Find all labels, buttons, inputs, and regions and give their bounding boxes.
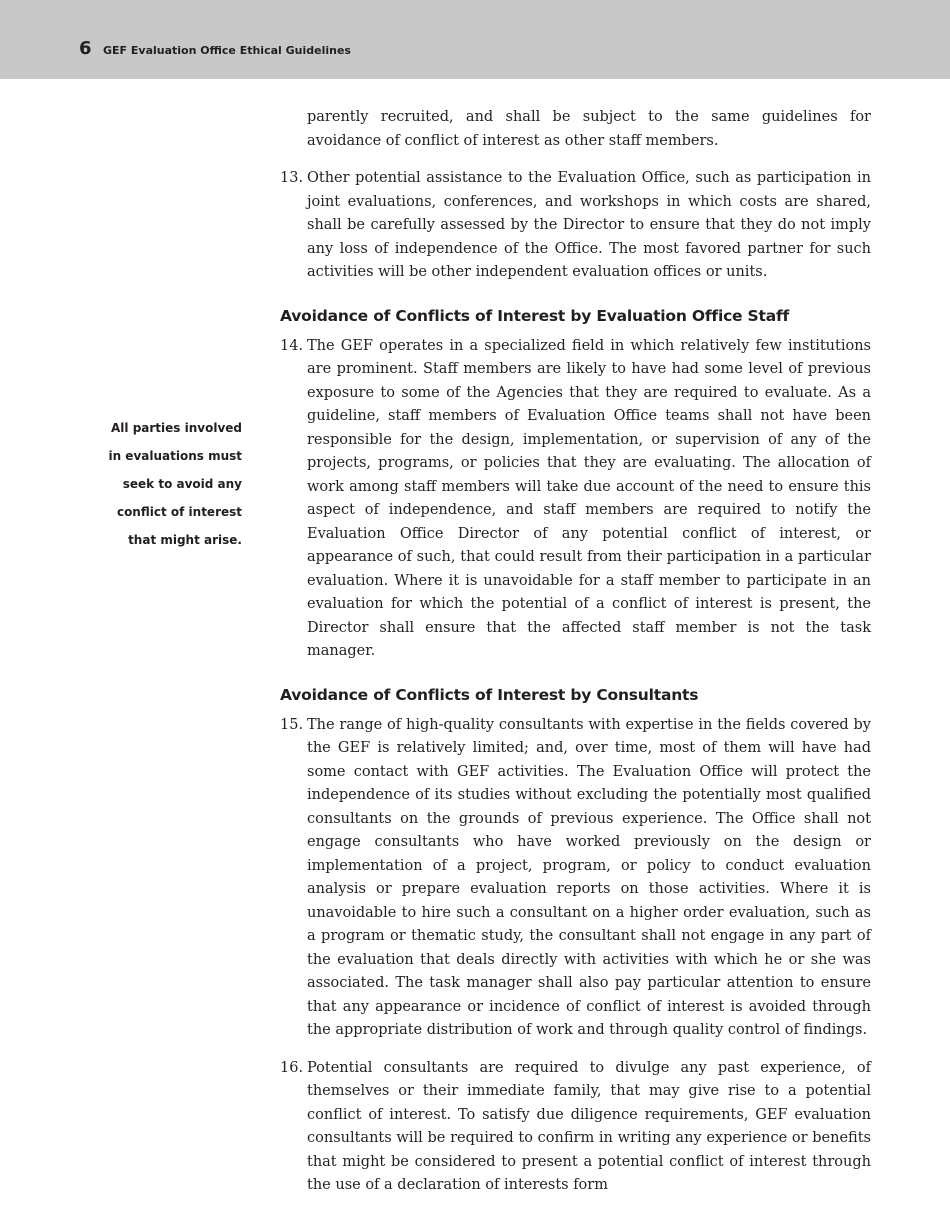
margin-callout — [90, 414, 242, 554]
paragraph-14 — [280, 335, 871, 664]
paragraph-13 — [280, 167, 871, 285]
page-number: 6 — [79, 38, 92, 59]
continued-paragraph: parently recruited, and shall be subject to the same guidelines for avoidance of conflict of interest as other staff members. — [307, 109, 871, 149]
paragraph-number: 15. — [280, 716, 304, 733]
page-header — [0, 0, 950, 79]
callout-line: in evaluations must — [108, 449, 242, 463]
paragraph-number: 14. — [280, 337, 304, 354]
paragraph-text: Other potential assistance to the Evaluation Office, such as participation in joint evaluations, conferences, and workshops in which costs are shared, shall be carefully assessed by the Director to ensure that they do not imply any loss of independence of the Office. The most favored partner for such activities will be other independent evaluation offices or units. — [307, 170, 871, 280]
running-title: GEF Evaluation Office Ethical Guidelines — [103, 44, 351, 57]
paragraph-number: 16. — [280, 1059, 304, 1076]
paragraph-text: The GEF operates in a specialized field in which relatively few institutions are prominent. Staff members are likely to have had some level of previous exposure to some of the Agencies that they are required to evaluate. As a guideline, staff members of Evaluation Office teams shall not have been responsible for the design, implementation, or supervision of any of the projects, programs, or policies that they are evaluating. The allocation of work among staff members will take due account of the need to ensure this aspect of independence, and staff members are required to notify the Evaluation Office Director of any potential conflict of interest, or appearance of such, that could result from their participation in a particular evaluation. Where it is unavoidable for a staff member to participate in an evaluation for which the potential of a conflict of interest is present, the Director shall ensure that the affected staff member is not the task manager. — [307, 337, 871, 659]
callout-line: conflict of interest — [116, 505, 242, 519]
paragraph-number: 13. — [280, 170, 304, 186]
section-heading-consultants: Avoidance of Conflicts of Interest by Consultants — [280, 685, 699, 704]
paragraph-text: Potential consultants are required to divulge any past experience, of themselves or their immediate family, that may give rise to a potential conflict of interest. To satisfy due diligence requirements, GEF evaluation consultants will be required to confirm in writing any experience or benefits that might be considered to present a potential conflict of interest through the use of a declaration of interests form — [307, 1059, 871, 1193]
section-heading-staff: Avoidance of Conflicts of Interest by Evaluation Office Staff — [280, 306, 790, 325]
callout-line: All parties involved — [111, 421, 242, 435]
callout-line: that might arise. — [128, 533, 242, 547]
paragraph-text: The range of high-quality consultants with expertise in the fields covered by the GEF is relatively limited; and, over time, most of them will have had some contact with GEF activities. The Evaluation Office will protect the independence of its studies without excluding the potentially most qualified consultants on the grounds of previous experience. The Office shall not engage consultants who have worked previously on the design or implementation of a project, program, or policy to conduct evaluation analysis or prepare evaluation reports on those activities. Where it is unavoidable to hire such a consultant on a higher order evaluation, such as a program or thematic study, the consultant shall not engage in any part of the evaluation that deals directly with activities with which he or she was associated. The task manager shall also pay particular attention to ensure that any appearance or incidence of conflict of interest is avoided through the appropriate distribution of work and through quality control of findings. — [307, 716, 871, 1038]
paragraph-15 — [280, 714, 871, 1043]
paragraph-16 — [280, 1057, 871, 1198]
body-text — [280, 106, 871, 1212]
callout-line: seek to avoid any — [122, 477, 242, 491]
